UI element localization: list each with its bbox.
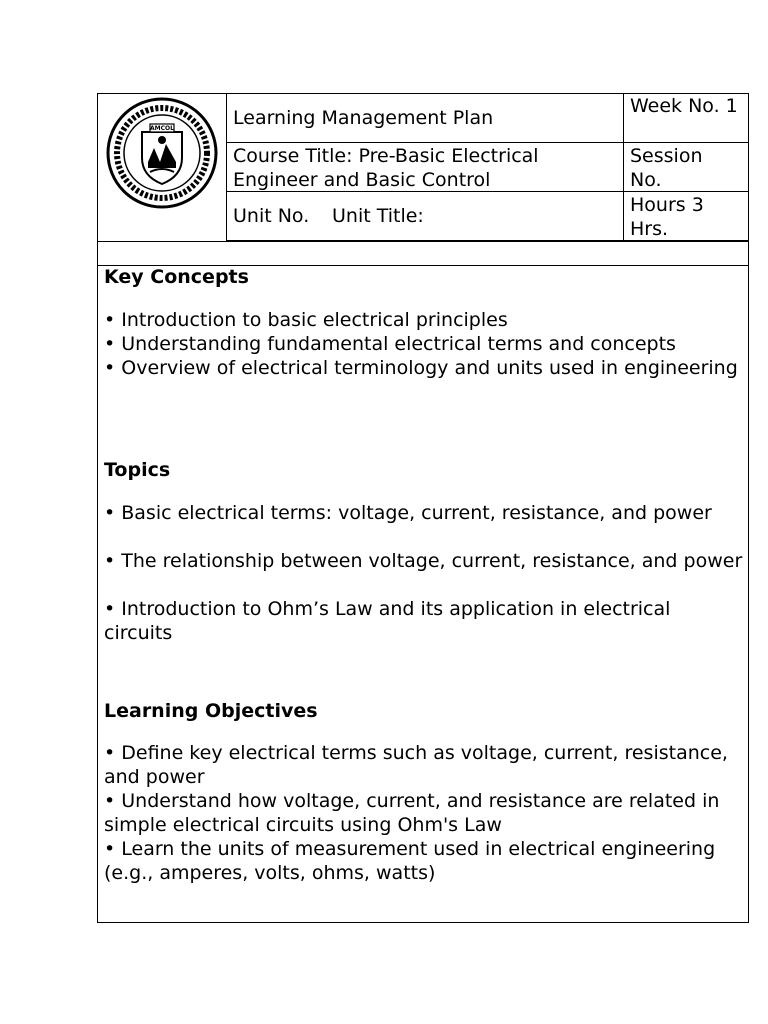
key-concepts-heading: Key Concepts	[104, 266, 249, 288]
lesson-plan-table	[97, 93, 749, 923]
spacer-row	[98, 241, 748, 266]
plan-title: Learning Management Plan	[233, 107, 494, 129]
college-seal-logo	[104, 96, 220, 210]
week-number: Week No. 1	[630, 95, 738, 117]
session-number: Session No.	[630, 145, 703, 191]
header-row-2	[227, 143, 748, 192]
topics-heading: Topics	[104, 459, 171, 481]
topic-item: • Introduction to Ohm’s Law and its application in electrical circuits	[104, 598, 671, 644]
topic-item: • Basic electrical terms: voltage, current, resistance, and power	[104, 502, 712, 524]
unit-title: Unit Title:	[332, 205, 424, 227]
objective-item: • Understand how voltage, current, and resistance are related in simple electrical circuits using Ohm's Law	[104, 790, 720, 836]
topic-item: • The relationship between voltage, current, resistance, and power	[104, 550, 743, 572]
seal-logo-text: AMCOL	[150, 125, 174, 132]
course-title: Course Title: Pre-Basic Electrical Engineer and Basic Control	[233, 145, 539, 191]
key-concept-item: • Understanding fundamental electrical terms and concepts	[104, 333, 676, 355]
header-row-3	[227, 192, 748, 241]
key-concept-item: • Introduction to basic electrical principles	[104, 309, 508, 331]
objective-item: • Learn the units of measurement used in electrical engineering (e.g., amperes, volts, ohms, watts)	[104, 838, 716, 884]
header-row-1	[227, 94, 748, 143]
objective-item: • Define key electrical terms such as voltage, current, resistance, and power	[104, 742, 728, 788]
hours: Hours 3 Hrs.	[630, 194, 704, 240]
key-concept-item: • Overview of electrical terminology and units used in engineering	[104, 357, 738, 379]
unit-number: Unit No.	[233, 205, 310, 227]
logo-cell	[98, 94, 227, 241]
learning-objectives-heading: Learning Objectives	[104, 700, 318, 722]
